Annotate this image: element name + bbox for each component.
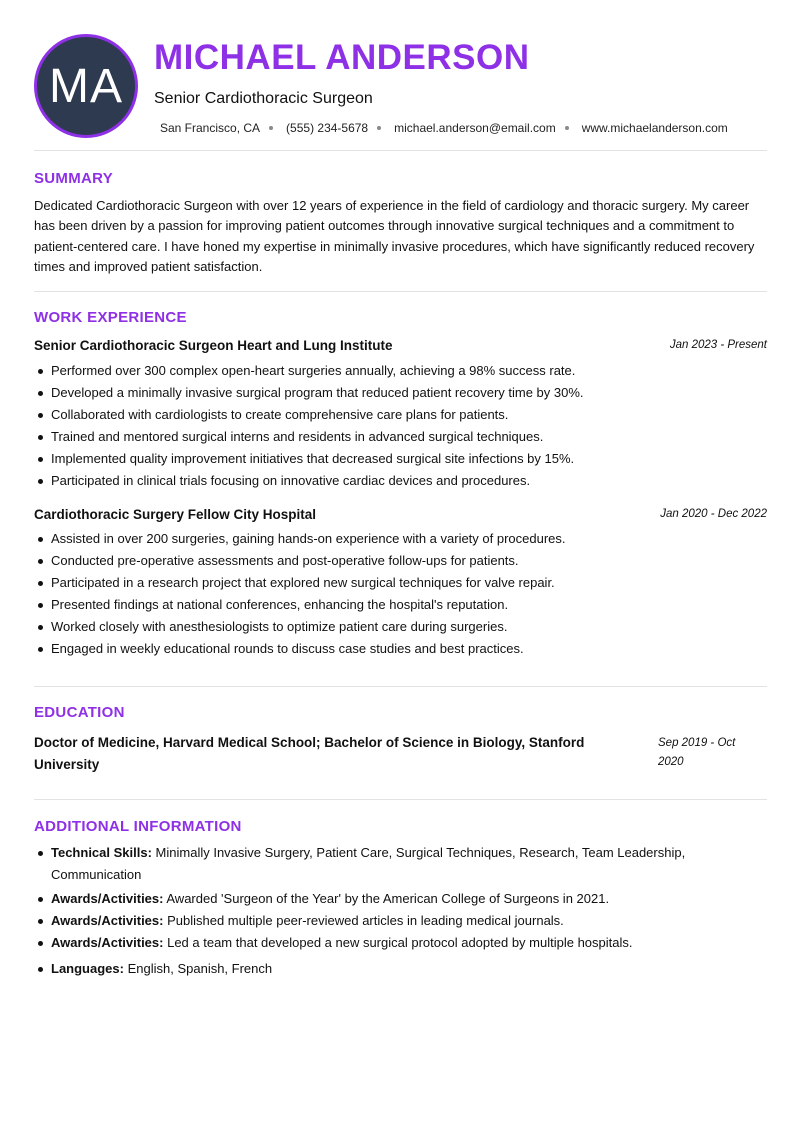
job-title: Senior Cardiothoracic Surgeon Heart and Lung Institute xyxy=(34,338,393,353)
job-header xyxy=(34,338,767,356)
info-text: Minimally Invasive Surgery, Patient Care, Surgical Techniques, Research, Team Leadership, Communication xyxy=(51,845,686,882)
job-title: Cardiothoracic Surgery Fellow City Hospital xyxy=(34,507,317,522)
info-text: English, Spanish, French xyxy=(127,961,273,976)
contact-location: San Francisco, CA xyxy=(160,121,261,135)
list-item: Implemented quality improvement initiatives that decreased surgical site infections by 15%. xyxy=(34,448,769,470)
job-date: Jan 2020 - Dec 2022 xyxy=(660,508,767,520)
info-label: Technical Skills: xyxy=(51,845,152,860)
list-item: Participated in clinical trials focusing on innovative cardiac devices and procedures. xyxy=(34,470,769,492)
education-degree: Doctor of Medicine, Harvard Medical School; Bachelor of Science in Biology, Stanford University xyxy=(34,735,585,772)
list-item: Conducted pre-operative assessments and post-operative follow-ups for patients. xyxy=(34,550,769,572)
list-item xyxy=(34,888,769,910)
avatar-initials: MA xyxy=(49,59,123,113)
section-divider xyxy=(34,686,767,687)
info-text: Led a team that developed a new surgical protocol adopted by multiple hospitals. xyxy=(167,935,633,950)
list-item: Engaged in weekly educational rounds to discuss case studies and best practices. xyxy=(34,638,769,660)
info-label: Awards/Activities: xyxy=(51,935,164,950)
candidate-name: MICHAEL ANDERSON xyxy=(154,38,530,77)
info-text: Published multiple peer-reviewed articles in leading medical journals. xyxy=(167,913,564,928)
separator-dot-icon xyxy=(377,126,381,130)
education-heading: EDUCATION xyxy=(34,704,125,721)
list-item xyxy=(34,842,769,886)
list-item: Participated in a research project that explored new surgical techniques for valve repair. xyxy=(34,572,769,594)
education-date: Sep 2019 - Oct 2020 xyxy=(658,737,736,768)
contact-email[interactable]: michael.anderson@email.com xyxy=(394,121,556,135)
list-item xyxy=(34,932,769,954)
additional-info-list xyxy=(34,842,769,980)
section-divider xyxy=(34,291,767,292)
separator-dot-icon xyxy=(565,126,569,130)
list-item: Performed over 300 complex open-heart surgeries annually, achieving a 98% success rate. xyxy=(34,360,769,382)
job-date: Jan 2023 - Present xyxy=(669,339,767,351)
separator-dot-icon xyxy=(269,126,273,130)
experience-heading: WORK EXPERIENCE xyxy=(34,309,187,326)
job-header xyxy=(34,507,767,525)
avatar xyxy=(34,34,138,138)
list-item xyxy=(34,910,769,932)
list-item: Presented findings at national conferences, enhancing the hospital's reputation. xyxy=(34,594,769,616)
info-label: Languages: xyxy=(51,961,124,976)
additional-info-heading: ADDITIONAL INFORMATION xyxy=(34,818,242,835)
section-divider xyxy=(34,150,767,151)
job-bullet-list xyxy=(34,360,769,492)
list-item: Developed a minimally invasive surgical program that reduced patient recovery time by 30%. xyxy=(34,382,769,404)
list-item: Worked closely with anesthesiologists to optimize patient care during surgeries. xyxy=(34,616,769,638)
job-bullet-list xyxy=(34,528,769,660)
summary-heading: SUMMARY xyxy=(34,170,114,187)
info-label: Awards/Activities: xyxy=(51,913,164,928)
contact-phone: (555) 234-5678 xyxy=(286,121,369,135)
list-item: Trained and mentored surgical interns and residents in advanced surgical techniques. xyxy=(34,426,769,448)
summary-text: Dedicated Cardiothoracic Surgeon with over 12 years of experience in the field of cardiology and thoracic surgery. My career has been driven by a passion for improving patient outcomes through innovative surgical techniques and a commitment to patient-centered care. I have honed my expertise in minimally invasive procedures, which have significantly reduced recovery times and improved patient satisfaction. xyxy=(34,198,755,274)
contact-website[interactable]: www.michaelanderson.com xyxy=(581,121,728,135)
list-item xyxy=(34,958,769,980)
contact-bar xyxy=(160,120,728,136)
candidate-title: Senior Cardiothoracic Surgeon xyxy=(154,90,373,107)
section-divider xyxy=(34,799,767,800)
resume-header xyxy=(0,0,800,150)
list-item: Assisted in over 200 surgeries, gaining hands-on experience with a variety of procedures. xyxy=(34,528,769,550)
info-text: Awarded 'Surgeon of the Year' by the American College of Surgeons in 2021. xyxy=(166,891,610,906)
list-item: Collaborated with cardiologists to create comprehensive care plans for patients. xyxy=(34,404,769,426)
info-label: Awards/Activities: xyxy=(51,891,164,906)
